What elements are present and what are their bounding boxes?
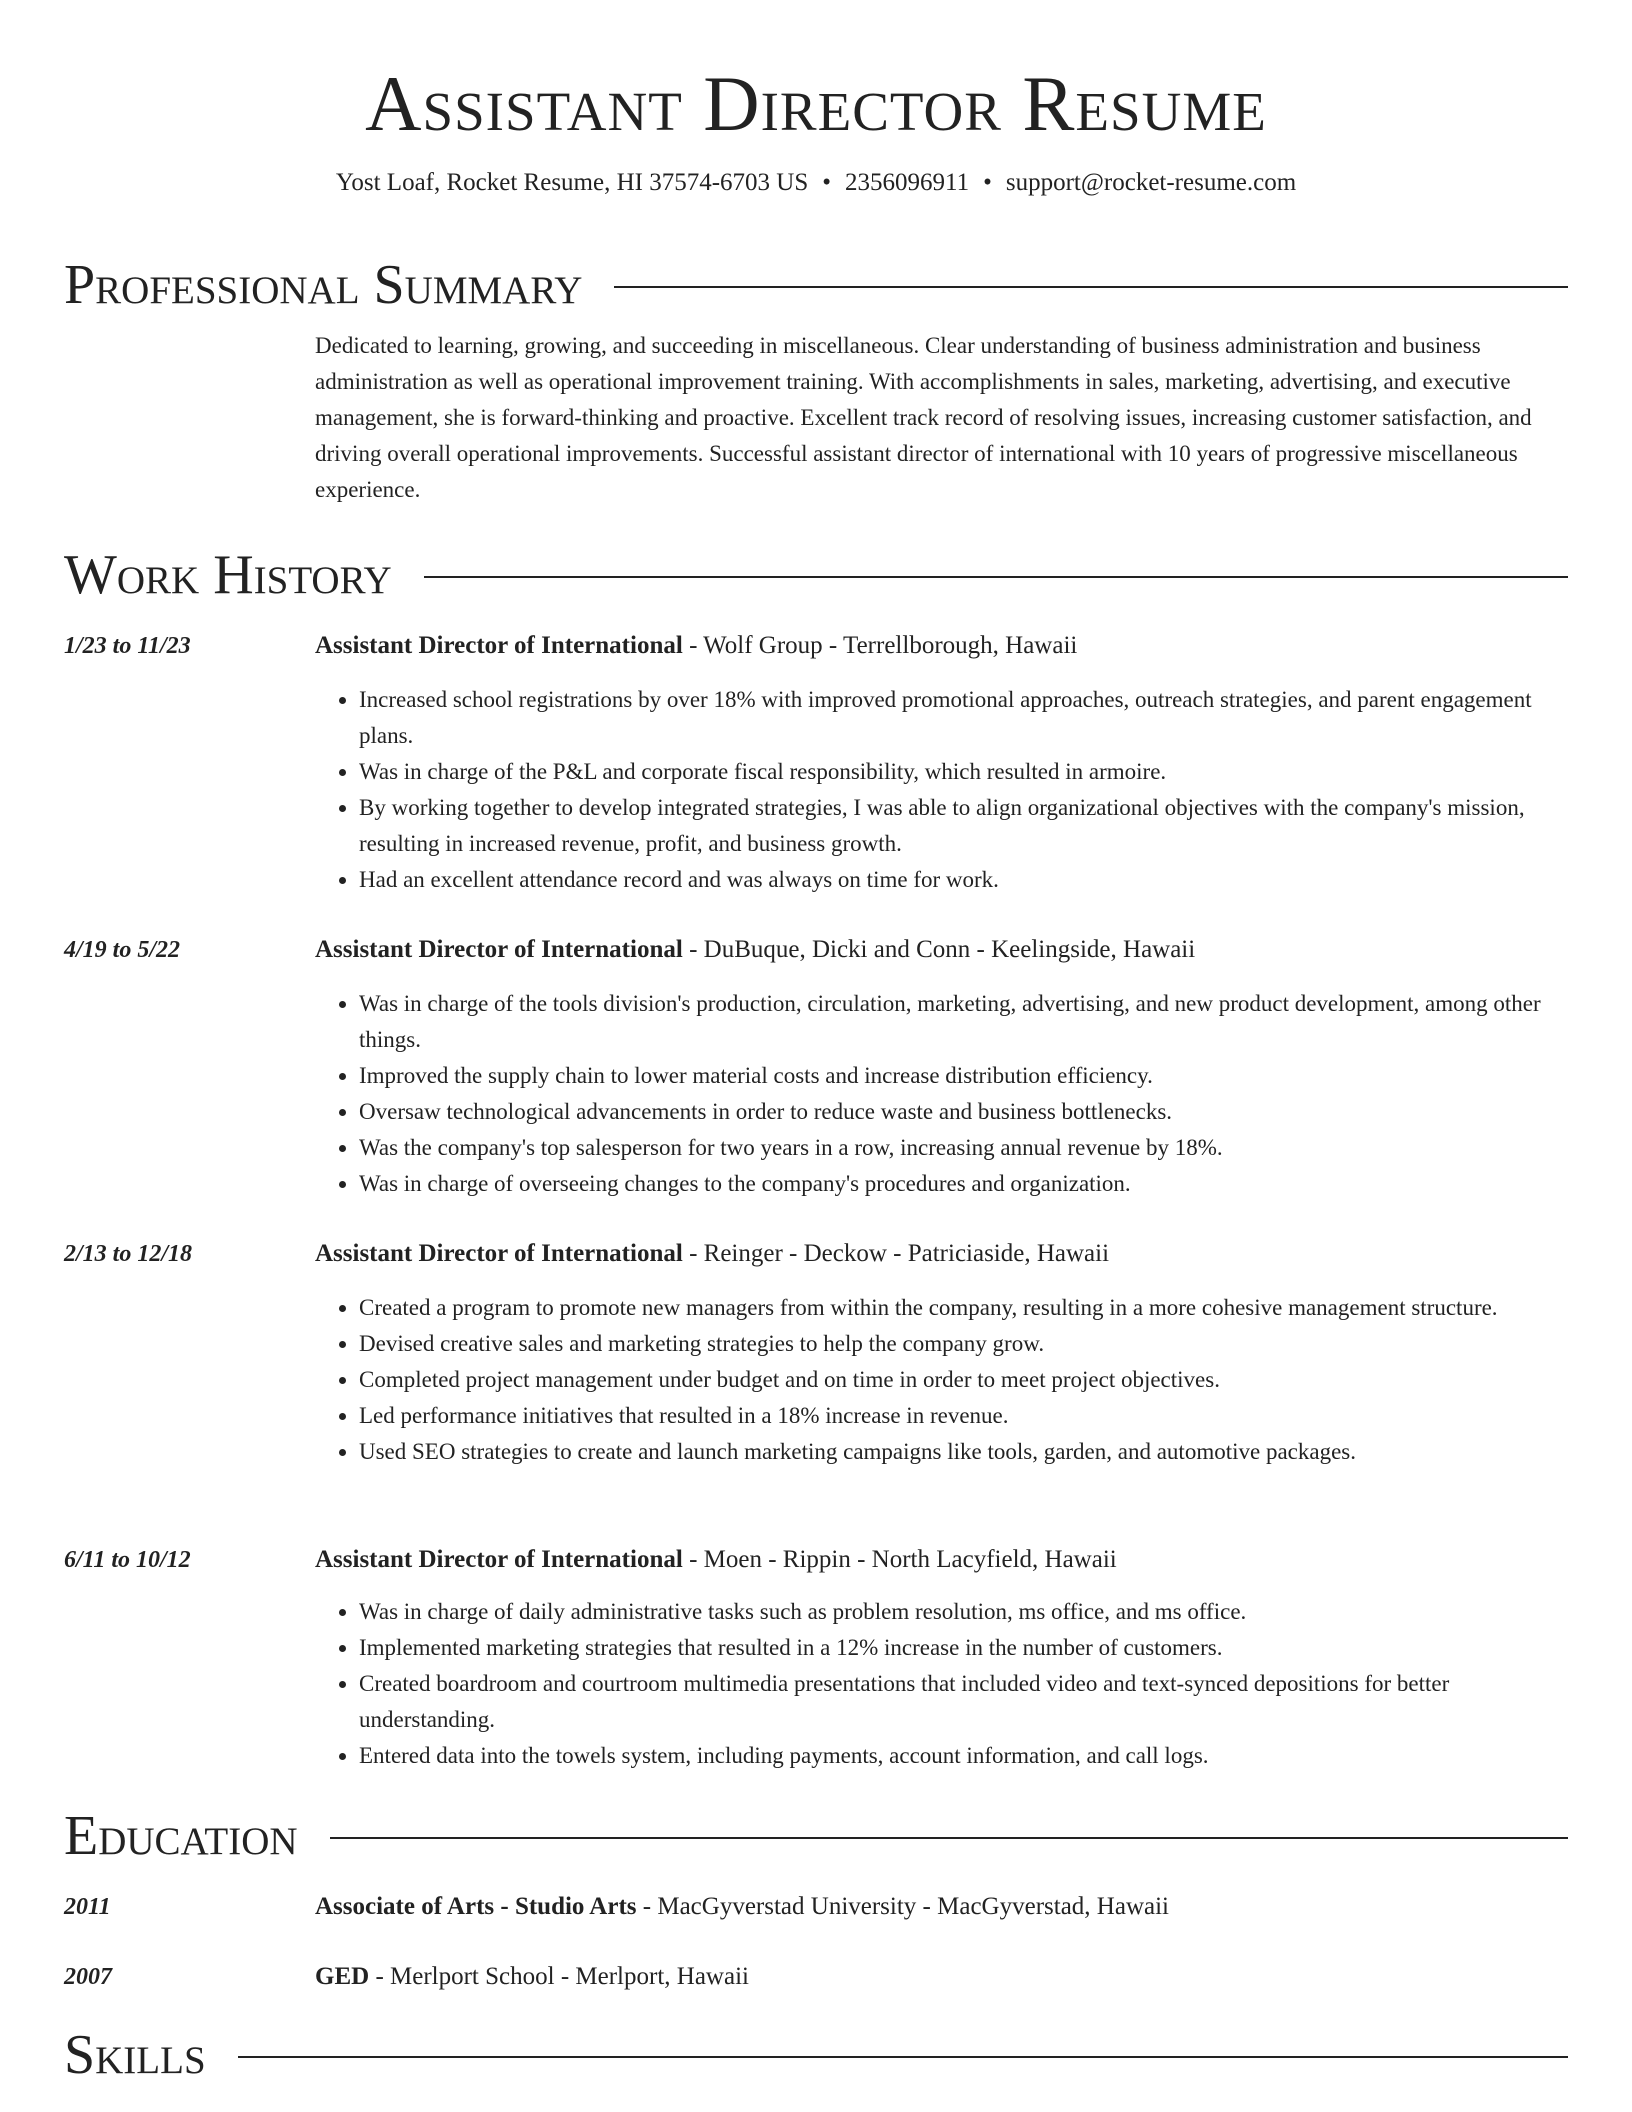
- education-heading-line: [315, 1889, 1169, 1925]
- contact-separator: •: [822, 169, 832, 196]
- summary-header: [64, 254, 1568, 316]
- section-divider: [238, 2056, 1568, 2058]
- job-company-location: - Moen - Rippin - North Lacyfield, Hawaii: [682, 1546, 1117, 1573]
- job-bullet: • Was in charge of the P&L and corporate fiscal responsibility, which resulted in armoire.: [359, 754, 1568, 790]
- section-divider: [614, 286, 1568, 288]
- work-history-header: [64, 544, 1568, 606]
- job-heading: [315, 1542, 1117, 1578]
- job-dates: 4/19 to 5/22: [64, 937, 181, 963]
- job-title: Assistant Director of International: [315, 632, 683, 659]
- education-school-location: - Merlport School - Merlport, Hawaii: [369, 1963, 749, 1990]
- job-bullets: [315, 1594, 1568, 1774]
- summary-heading: Professional Summary: [64, 254, 583, 316]
- job-bullet: • By working together to develop integrated strategies, I was able to align organizational objectives with the company's mission, resulting in increased revenue, profit, and business growth.: [359, 790, 1568, 862]
- contact-separator: •: [983, 169, 992, 196]
- section-divider: [424, 576, 1568, 578]
- job-bullets: [315, 682, 1568, 898]
- contact-line: [64, 168, 1568, 198]
- contact-email: support@rocket-resume.com: [1005, 169, 1297, 196]
- job-bullet: • Led performance initiatives that resulted in a 18% increase in revenue.: [359, 1398, 1568, 1434]
- education-heading-line: [315, 1959, 749, 1995]
- work-history-heading: Work History: [64, 544, 392, 606]
- skills-heading: Skills: [64, 2024, 206, 2086]
- contact-phone: 2356096911: [845, 169, 970, 196]
- education-degree: GED: [315, 1963, 370, 1990]
- education-heading: Education: [64, 1805, 298, 1867]
- resume-page: [64, 0, 1568, 2086]
- education-year: 2011: [64, 1894, 111, 1920]
- section-divider: [330, 1837, 1568, 1839]
- education-year: 2007: [64, 1964, 112, 1990]
- work-history-section: [64, 544, 1568, 606]
- job-bullet: • Entered data into the towels system, including payments, account information, and call logs.: [359, 1738, 1568, 1774]
- job-bullet: • Implemented marketing strategies that resulted in a 12% increase in the number of customers.: [359, 1630, 1568, 1666]
- job-bullet: • Increased school registrations by over 18% with improved promotional approaches, outreach strategies, and parent engagement plans.: [359, 682, 1568, 754]
- summary-text: Dedicated to learning, growing, and succeeding in miscellaneous. Clear understanding of business administration and business administration as well as operational improvement training. With accomplishments in sales, marketing, advertising, and executive management, she is forward-thinking and proactive. Excellent track record of resolving issues, increasing customer satisfaction, and driving overall operational improvements. Successful assistant director of international with 10 years of progressive miscellaneous experience.: [315, 333, 1532, 502]
- job-company-location: - DuBuque, Dicki and Conn - Keelingside, Hawaii: [682, 936, 1196, 963]
- job-bullet: • Improved the supply chain to lower material costs and increase distribution efficiency.: [359, 1058, 1568, 1094]
- resume-title: Assistant Director Resume: [365, 60, 1267, 147]
- job-bullets: [315, 1290, 1568, 1470]
- job-bullet: • Created a program to promote new managers from within the company, resulting in a more cohesive management structure.: [359, 1290, 1568, 1326]
- job-bullet: • Was the company's top salesperson for two years in a row, increasing annual revenue by 18%.: [359, 1130, 1568, 1166]
- job-dates: 1/23 to 11/23: [64, 633, 191, 659]
- job-heading: [315, 628, 1077, 664]
- education-header: [64, 1805, 1568, 1867]
- job-dates: 6/11 to 10/12: [64, 1547, 191, 1573]
- job-title: Assistant Director of International: [315, 1546, 683, 1573]
- job-heading: [315, 932, 1195, 968]
- job-bullet: • Devised creative sales and marketing strategies to help the company grow.: [359, 1326, 1568, 1362]
- job-bullet: • Completed project management under budget and on time in order to meet project objectives.: [359, 1362, 1568, 1398]
- skills-section: [64, 2024, 1568, 2086]
- job-dates: 2/13 to 12/18: [64, 1241, 193, 1267]
- job-bullet: • Had an excellent attendance record and was always on time for work.: [359, 862, 1568, 898]
- education-school-location: - MacGyverstad University - MacGyverstad, Hawaii: [636, 1893, 1169, 1920]
- job-bullet: • Created boardroom and courtroom multimedia presentations that included video and text-synced depositions for better understanding.: [359, 1666, 1568, 1738]
- job-bullet: • Used SEO strategies to create and launch marketing campaigns like tools, garden, and automotive packages.: [359, 1434, 1568, 1470]
- education-section: [64, 1805, 1568, 1867]
- job-bullets: [315, 986, 1568, 1202]
- skills-header: [64, 2024, 1568, 2086]
- job-bullet: • Was in charge of the tools division's production, circulation, marketing, advertising, and new product development, among other things.: [359, 986, 1568, 1058]
- job-bullet: • Was in charge of daily administrative tasks such as problem resolution, ms office, and ms office.: [359, 1594, 1568, 1630]
- summary-section: [64, 254, 1568, 508]
- job-title: Assistant Director of International: [315, 936, 683, 963]
- job-bullet: • Was in charge of overseeing changes to the company's procedures and organization.: [359, 1166, 1568, 1202]
- job-bullet: • Oversaw technological advancements in order to reduce waste and business bottlenecks.: [359, 1094, 1568, 1130]
- education-degree: Associate of Arts - Studio Arts: [315, 1893, 637, 1920]
- job-title: Assistant Director of International: [315, 1240, 683, 1267]
- job-heading: [315, 1236, 1109, 1272]
- contact-address: Yost Loaf, Rocket Resume, HI 37574-6703 US: [335, 169, 809, 196]
- job-company-location: - Reinger - Deckow - Patriciaside, Hawaii: [682, 1240, 1110, 1267]
- job-company-location: - Wolf Group - Terrellborough, Hawaii: [682, 632, 1078, 659]
